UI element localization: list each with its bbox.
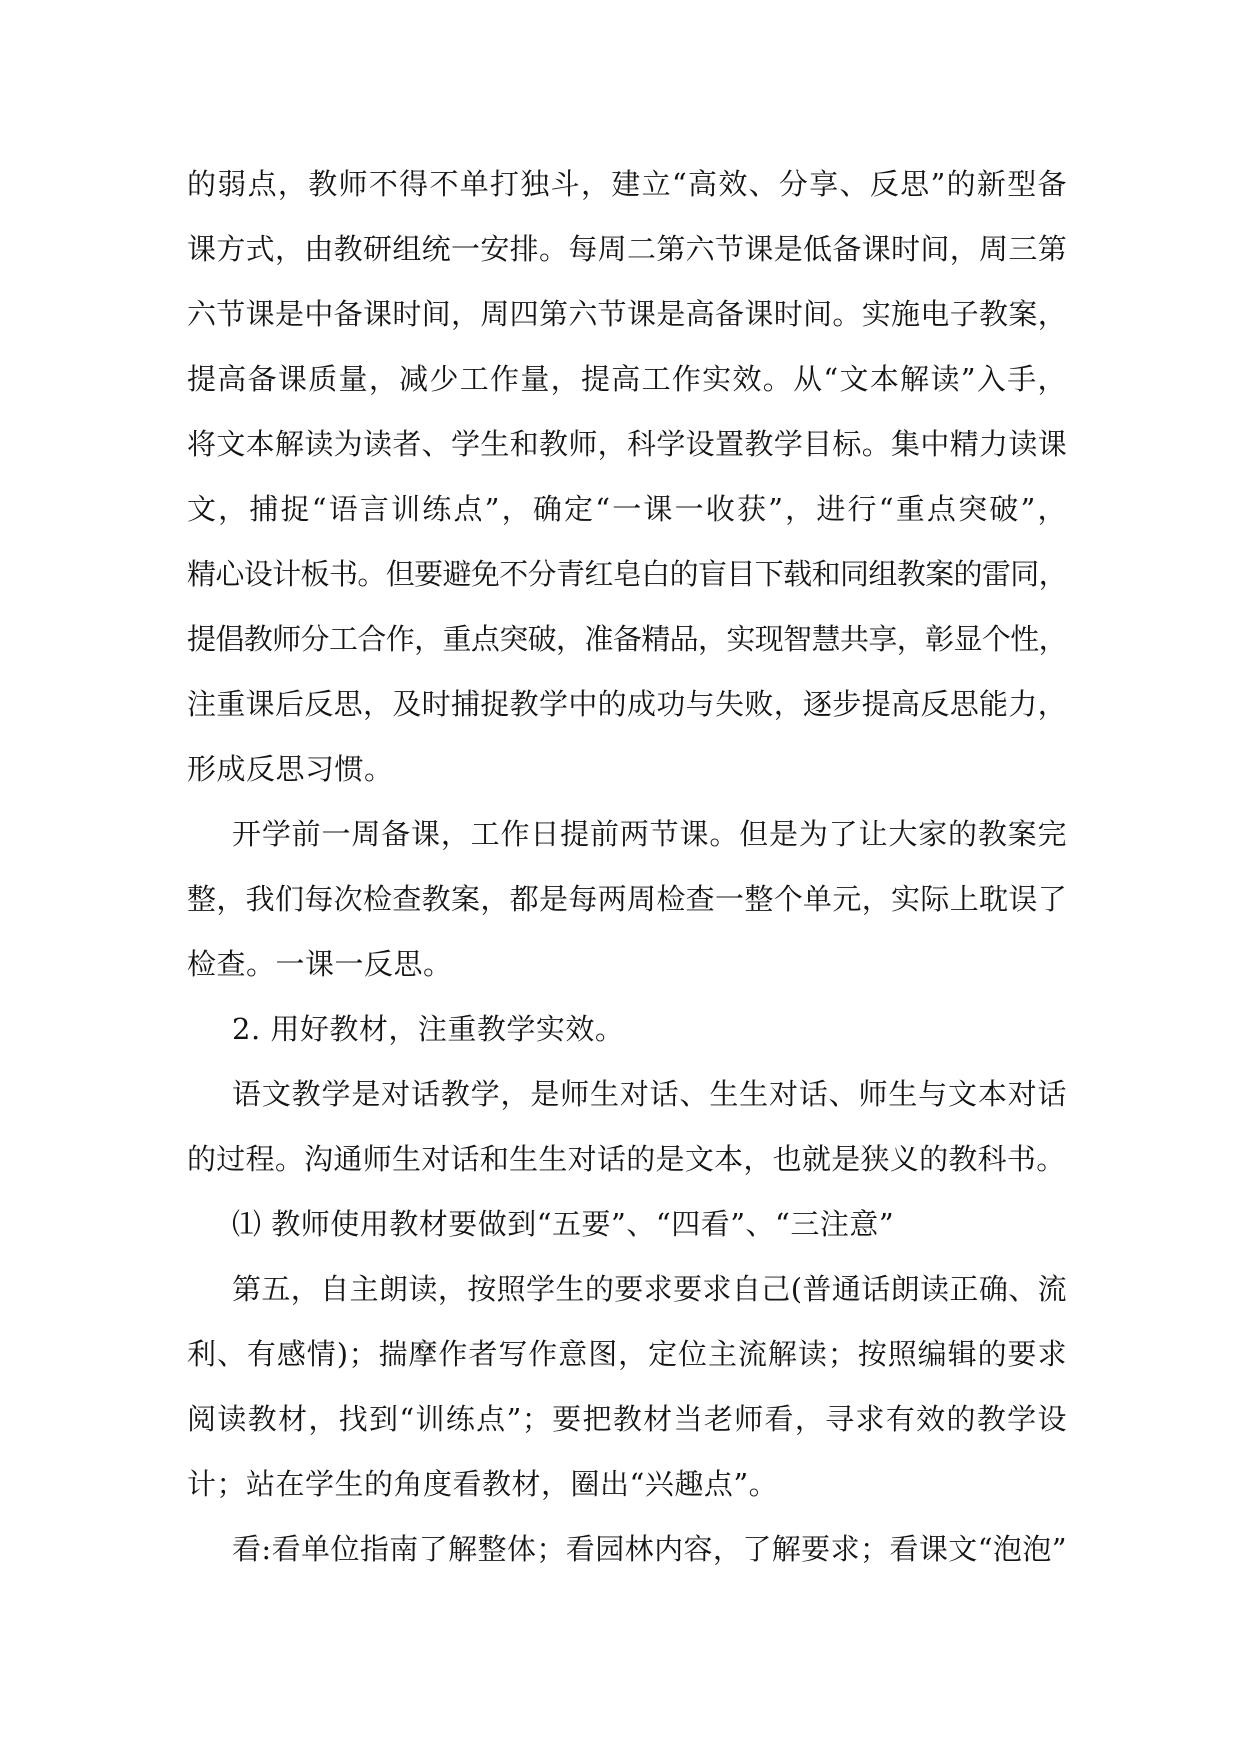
text-line: 将文本解读为读者、学生和教师，科学设置教学目标。集中精力读课 — [187, 427, 1067, 461]
text-line: 形成反思习惯。 — [187, 752, 394, 786]
text-line: 2. 用好教材，注重教学实效。 — [232, 1012, 625, 1046]
document-body — [187, 152, 1067, 1582]
text-line: 第五，自主朗读，按照学生的要求要求自己(普通话朗读正确、流 — [232, 1272, 1067, 1306]
text-line: 文，捕捉“语言训练点”，确定“一课一收获”，进行“重点突破”， — [187, 492, 1067, 526]
text-line: 开学前一周备课，工作日提前两节课。但是为了让大家的教案完 — [232, 817, 1067, 851]
text-line: 计；站在学生的角度看教材，圈出“兴趣点”。 — [187, 1467, 779, 1501]
text-line: 精心设计板书。但要避免不分青红皂白的盲目下载和同组教案的雷同， — [187, 557, 1067, 591]
paragraph-3-heading — [187, 997, 1067, 1062]
text-line: 利、有感情)；揣摩作者写作意图，定位主流解读；按照编辑的要求 — [187, 1337, 1067, 1371]
paragraph-1 — [187, 152, 1067, 802]
text-line: 语文教学是对话教学，是师生对话、生生对话、师生与文本对话 — [232, 1077, 1067, 1111]
text-line: 六节课是中备课时间，周四第六节课是高备课时间。实施电子教案， — [187, 297, 1067, 331]
text-line: 整，我们每次检查教案，都是每两周检查一整个单元，实际上耽误了 — [187, 882, 1067, 916]
text-line: 提倡教师分工合作，重点突破，准备精品，实现智慧共享，彰显个性， — [187, 622, 1067, 656]
text-line: 看:看单位指南了解整体；看园林内容，了解要求；看课文“泡泡” — [232, 1532, 1067, 1566]
text-line: 注重课后反思，及时捕捉教学中的成功与失败，逐步提高反思能力， — [187, 687, 1067, 721]
text-line: 检查。一课一反思。 — [187, 947, 453, 981]
text-line: 阅读教材，找到“训练点”；要把教材当老师看，寻求有效的教学设 — [187, 1402, 1067, 1436]
text-line: 提高备课质量，减少工作量，提高工作实效。从“文本解读”入手， — [187, 362, 1067, 396]
paragraph-7 — [187, 1517, 1067, 1582]
paragraph-6 — [187, 1257, 1067, 1517]
text-line: 的过程。沟通师生对话和生生对话的是文本，也就是狭义的教科书。 — [187, 1142, 1066, 1176]
text-line: 的弱点，教师不得不单打独斗，建立“高效、分享、反思”的新型备 — [187, 167, 1067, 201]
paragraph-4 — [187, 1062, 1067, 1192]
text-line: ⑴ 教师使用教材要做到“五要”、“四看”、“三注意” — [232, 1207, 895, 1241]
text-line: 课方式，由教研组统一安排。每周二第六节课是低备课时间，周三第 — [187, 232, 1067, 266]
paragraph-2 — [187, 802, 1067, 997]
paragraph-5-subheading — [187, 1192, 1067, 1257]
